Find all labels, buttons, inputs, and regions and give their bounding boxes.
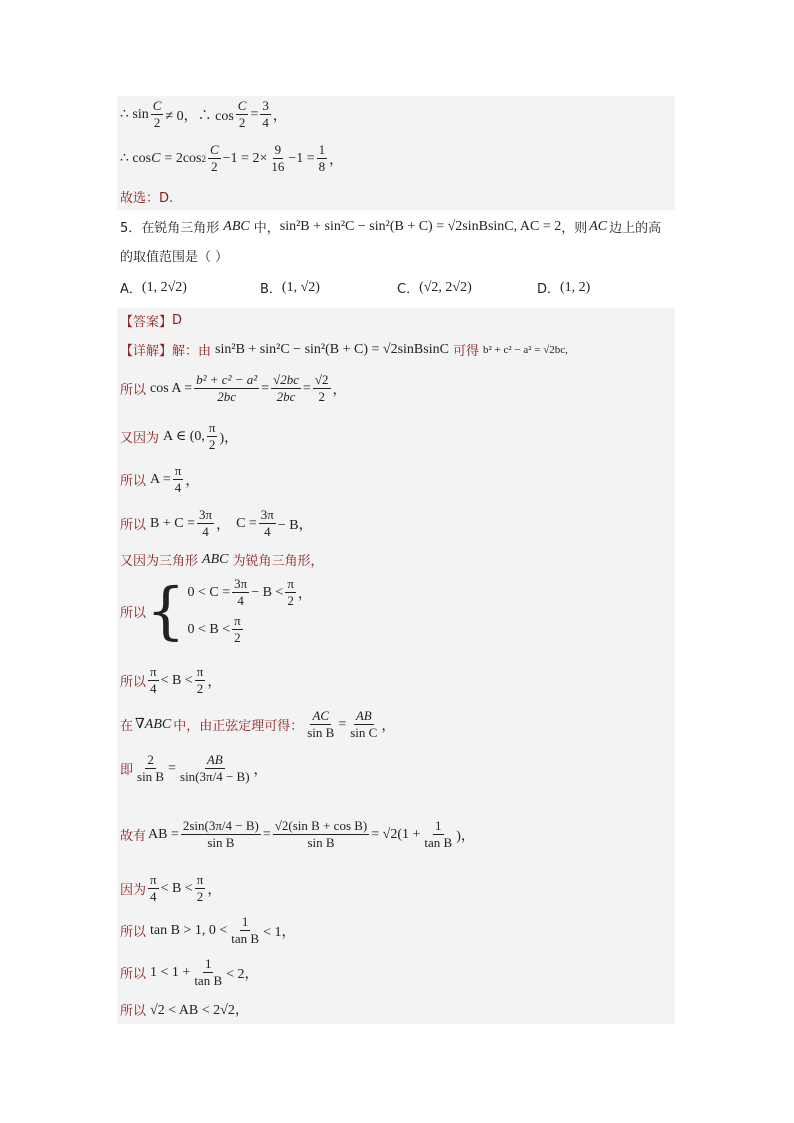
fraction: π 2: [287, 576, 294, 608]
detail-line-7: 所以 { 0 < C = $\frac{3\pi}{4}$ − B < π 2 ， 0 < B < π 2: [120, 574, 312, 647]
question-line-1: 5．在锐角三角形 ABC 中， sin²B + sin²C − sin²(B + C) = √2sinBsinC, AC = 2 ，则 AC 边上的高: [120, 218, 662, 236]
fraction: $\frac{3}{4}$: [262, 98, 269, 130]
answer-line: 【答案】 D: [120, 313, 183, 330]
detail-line-5: 所以 B + C = $\frac{3\pi}{4}$ ， C = $\frac{3\pi}{4}$ − B，: [120, 507, 313, 539]
fraction: $\frac{C}{2}$: [237, 98, 247, 130]
inequality-system: 0 < C = $\frac{3\pi}{4}$ − B < π 2 ， 0 < B < π 2: [187, 576, 312, 645]
option-d[interactable]: D． (1, 2): [537, 279, 591, 297]
left-brace: {: [146, 574, 186, 647]
fraction: $\frac{3\pi}{4}$: [198, 507, 213, 539]
fraction: C 2: [209, 142, 219, 174]
detail-line-1: 【详解】 解：由 sin²B + sin²C − sin²(B + C) = √2sinBsinC 可得 b² + c² − a² = √2bc,: [120, 341, 568, 359]
detail-line-3: 又因为 A ∈ (0, π 2 )，: [120, 420, 239, 452]
fraction: $\frac{3\pi}{4}$: [260, 507, 274, 539]
fraction: π 2: [208, 420, 216, 452]
detail-line-11: 故有 AB = $\frac{2\sin(3\pi/4 - B)}{\text{sin B}}$ = $\frac{\text{√2(sin B + cos B)}}{\text{sin B}}$ = √2(1 + $\frac{1}{\text{tan B}}$ )，: [120, 818, 475, 850]
detail-line-2: 所以 cos A = $\frac{\text{b² + c² − a²}}{2bc}$ = $\frac{√2bc}{2bc}$ = $\frac{√2}{2}$ ，: [120, 372, 347, 404]
detail-line-4: 所以 A = $\frac{\pi}{4}$ ，: [120, 463, 200, 495]
option-b[interactable]: B． (1, √2): [260, 279, 320, 297]
top-line-1: ∴ sin C 2 ≠ 0，∴ cos $\frac{C}{2}$ = $\frac{3}{4}$ ，: [120, 98, 287, 130]
fraction: π 4: [150, 664, 157, 696]
fraction: $\frac{2\sin(3\pi/4 - B)}{\text{sin B}}$: [182, 818, 259, 850]
detail-line-13: 所以 tan B > 1, 0 < 1 tan B < 1，: [120, 914, 296, 946]
top-line-2: ∴ cos C = 2cos 2 C 2 −1 = 2× $\frac{9}{16}$ −1 = $\frac{1}{8}$ ，: [120, 142, 344, 174]
fraction: π 2: [196, 872, 204, 904]
fraction: $\frac{\pi}{4}$: [174, 463, 182, 495]
detail-line-8: 所以 π 4 < B < π 2 ，: [120, 664, 222, 696]
option-a[interactable]: A． (1, 2√2): [120, 279, 187, 297]
detail-line-14: 所以 1 < 1 + $\frac{1}{\text{tan B}}$ < 2，: [120, 956, 259, 988]
fraction: $\frac{1}{\text{tan B}}$: [424, 818, 453, 850]
fraction: π 4: [150, 872, 157, 904]
fraction: $\frac{1}{\text{tan B}}$: [194, 956, 223, 988]
detail-line-9: 在 ∇ABC 中，由正弦定理可得： $\frac{AC}{\text{sin B}}$ = $\frac{AB}{\text{sin C}}$ ，: [120, 708, 396, 740]
fraction: $\frac{√2bc}{2bc}$: [273, 372, 299, 404]
fraction: $\frac{3\pi}{4}$: [234, 576, 248, 608]
fraction: π 2: [234, 613, 241, 645]
fraction: $\frac{AB}{\text{sin C}}$: [350, 708, 378, 740]
fraction: $\frac{√2}{2}$: [314, 372, 329, 404]
detail-line-10: 即 $\frac{2}{\text{sin B}}$ = $\frac{AB}{\sin(3\pi/4 - B)}$ ，: [120, 752, 268, 784]
fraction: $\frac{9}{16}$: [271, 142, 285, 174]
detail-line-12: 因为 π 4 < B < π 2 ，: [120, 872, 222, 904]
detail-line-6: 又因为三角形 ABC 为锐角三角形，: [120, 551, 324, 569]
detail-line-15: 所以 √2 < AB < 2√2，: [120, 1003, 249, 1019]
fraction: $\frac{1}{8}$: [318, 142, 326, 174]
fraction: $\frac{\text{b² + c² − a²}}{2bc}$: [196, 372, 258, 404]
option-c[interactable]: C． (√2, 2√2): [397, 279, 472, 297]
question-line-2: 的取值范围是（ ）: [120, 250, 229, 265]
fraction: $\frac{AB}{\sin(3\pi/4 - B)}$: [180, 752, 250, 784]
fraction: 1 tan B: [231, 914, 260, 946]
top-line-3: 故选：D.: [120, 191, 174, 206]
fraction: $\frac{\text{√2(sin B + cos B)}}{\text{sin B}}$: [274, 818, 368, 850]
fraction: π 2: [196, 664, 204, 696]
fraction: $\frac{2}{\text{sin B}}$: [137, 752, 165, 784]
fraction: $\frac{AC}{\text{sin B}}$: [307, 708, 335, 740]
fraction: C 2: [152, 98, 162, 130]
